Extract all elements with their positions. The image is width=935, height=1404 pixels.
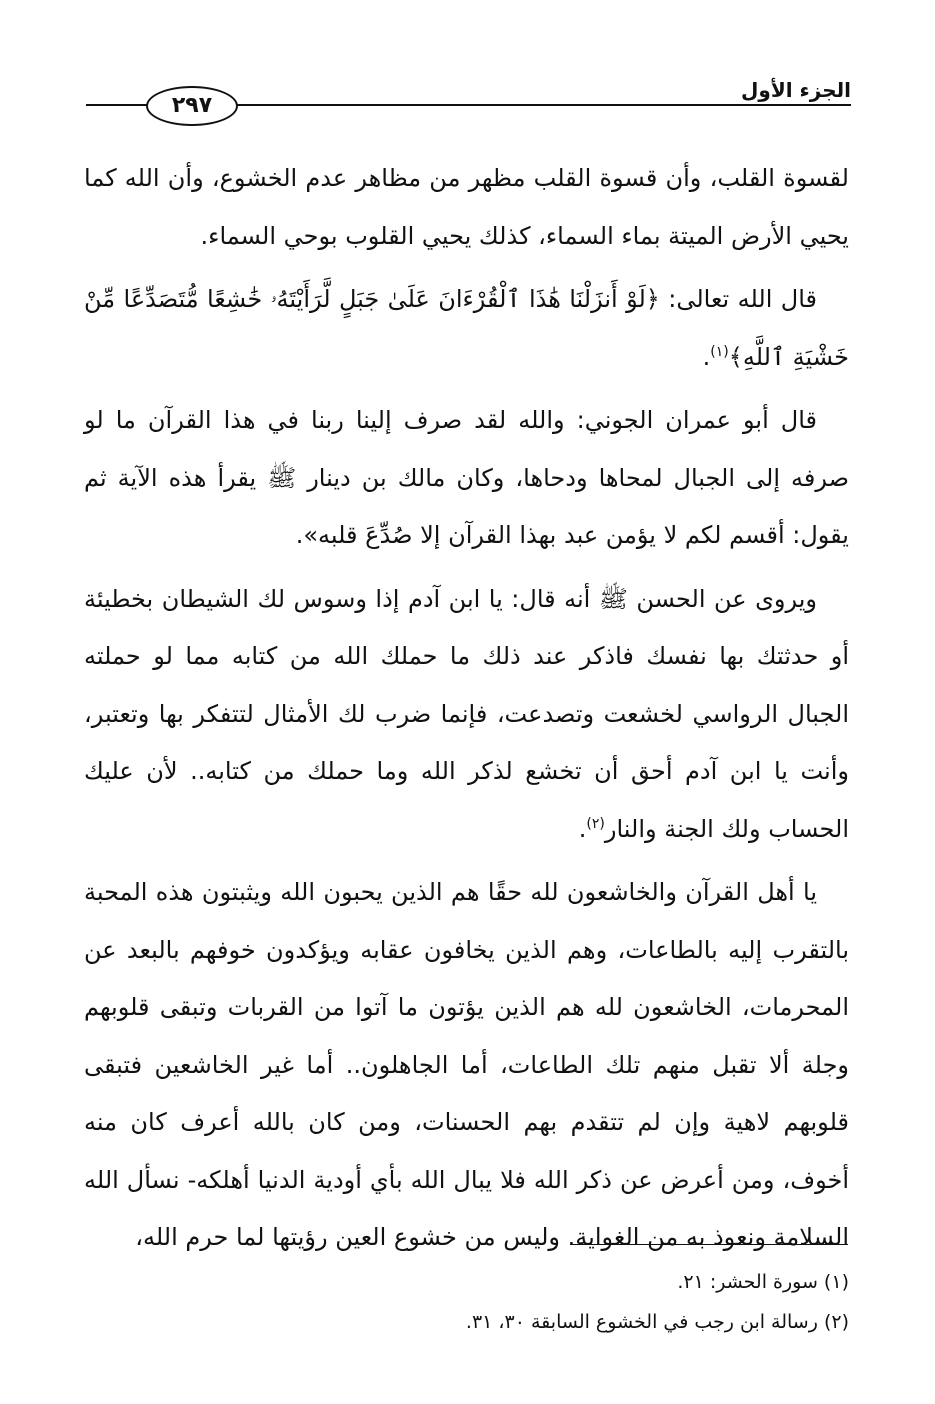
paragraph-2-verse xyxy=(84,271,849,386)
paragraph-3: قال أبو عمران الجوني: والله لقد صرف إلينا ربنا في هذا القرآن ما لو صرفه إلى الجبال لمحاها ودحاها، وكان مالك بن دينار ﷺ يقرأ هذه الآية ثم يقول: أقسم لكم لا يؤمن عبد بهذا القرآن إلا صُدِّعَ قلبه». xyxy=(84,406,849,549)
page-header xyxy=(86,68,851,134)
paragraph-4 xyxy=(84,571,849,859)
footnote-ref-2: (٢) xyxy=(586,815,605,832)
footnote-separator xyxy=(570,1244,848,1245)
paragraph-4-end: . xyxy=(578,814,587,843)
verse-text: قال الله تعالى: ﴿لَوْ أَنزَلْنَا هَٰذَا ٱلْقُرْءَانَ عَلَىٰ جَبَلٍ لَّرَأَيْتَهُۥ خَٰشِعًا مُّتَصَدِّعًا مِّنْ خَشْيَةِ ٱللَّهِ﴾ xyxy=(84,285,849,371)
verse-end: . xyxy=(702,342,711,371)
page-number: ٢٩٧ xyxy=(146,86,238,126)
paragraph-4-text: ويروى عن الحسن ﷺ أنه قال: يا ابن آدم إذا وسوس لك الشيطان بخطيئة أو حدثتك بها نفسك فاذكر عند ذلك ما حملك الله من كتابه مما لو حملته الجبال الرواسي لخشعت وتصدعت، فإنما ضرب لك الأمثال لتتفكر بها وتعتبر، وأنت يا ابن آدم أحق أن تخشع لذكر الله وما حملك من كتابه.. لأن عليك الحساب ولك الجنة والنار xyxy=(84,584,849,843)
paragraph-1: لقسوة القلب، وأن قسوة القلب مظهر من مظاهر عدم الخشوع، وأن الله كما يحيي الأرض الميتة بماء السماء، كذلك يحيي القلوب بوحي السماء. xyxy=(84,164,849,250)
body-text xyxy=(84,150,849,1267)
paragraph-5: يا أهل القرآن والخاشعون لله حقًا هم الذين يحبون الله ويثبتون هذه المحبة بالتقرب إليه بالطاعات، وهم الذين يخافون عقابه ويؤكدون خوفهم بالبعد عن المحرمات، الخاشعون لله هم الذين يؤتون ما آتوا من القربات وتبقى قلوبهم وجلة ألا تقبل منهم تلك الطاعات، أما الجاهلون.. أما غير الخاشعين فتبقى قلوبهم لاهية وإن لم تتقدم بهم الحسنات، ومن كان بالله أعرف كان منه أخوف، ومن أعرض عن ذكر الله فلا يبال الله بأي أودية الدنيا أهلكه- نسأل الله السلامة ونعوذ به من الغواية. وليس من خشوع العين رؤيتها لما حرم الله، xyxy=(84,878,849,1251)
footnote-1: (١) سورة الحشر: ٢١. xyxy=(677,1271,849,1293)
footnotes xyxy=(84,1262,849,1342)
footnote-ref-1: (١) xyxy=(710,343,729,360)
footnote-2: (٢) رسالة ابن رجب في الخشوع السابقة ٣٠، ٣١. xyxy=(465,1311,849,1333)
running-title: الجزء الأول xyxy=(741,78,851,102)
